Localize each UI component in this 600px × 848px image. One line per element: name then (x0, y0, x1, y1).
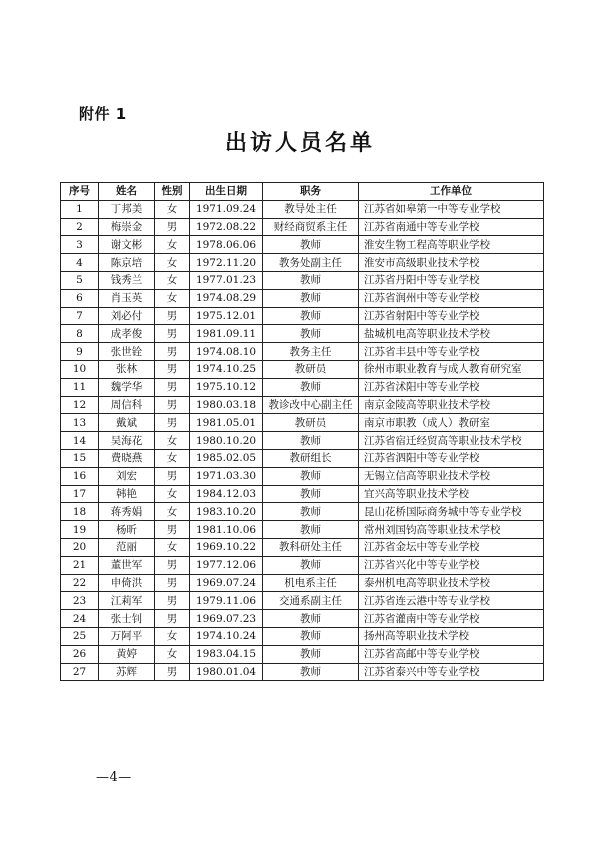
cell-no: 4 (61, 254, 99, 272)
cell-gender: 男 (155, 467, 190, 485)
cell-work-unit: 江苏省泗阳中等专业学校 (359, 449, 544, 467)
table-row (61, 449, 544, 467)
cell-gender: 男 (155, 396, 190, 414)
cell-work-unit: 江苏省高邮中等专业学校 (359, 645, 544, 663)
cell-name: 张世铨 (99, 343, 155, 361)
cell-work-unit: 江苏省宿迁经贸高等职业技术学校 (359, 432, 544, 450)
cell-name: 成孝俊 (99, 325, 155, 343)
cell-position: 教师 (263, 485, 359, 503)
cell-birth-date: 1981.09.11 (190, 325, 263, 343)
column-header-gender: 性别 (155, 183, 190, 201)
cell-position: 教师 (263, 556, 359, 574)
cell-no: 27 (61, 663, 99, 681)
cell-birth-date: 1980.03.18 (190, 396, 263, 414)
cell-work-unit: 扬州高等职业技术学校 (359, 627, 544, 645)
cell-work-unit: 盐城机电高等职业技术学校 (359, 325, 544, 343)
cell-name: 张士钊 (99, 610, 155, 628)
cell-work-unit: 江苏省沭阳中等专业学校 (359, 378, 544, 396)
cell-no: 2 (61, 218, 99, 236)
attachment-label: 附件 1 (79, 105, 127, 123)
cell-position: 教师 (263, 378, 359, 396)
cell-gender: 男 (155, 663, 190, 681)
cell-no: 21 (61, 556, 99, 574)
cell-work-unit: 江苏省泰兴中等专业学校 (359, 663, 544, 681)
table-row (61, 289, 544, 307)
page-title: 出访人员名单 (224, 131, 375, 156)
cell-position: 财经商贸系主任 (263, 218, 359, 236)
cell-work-unit: 淮安市高级职业技术学校 (359, 254, 544, 272)
cell-birth-date: 1969.07.24 (190, 574, 263, 592)
cell-no: 1 (61, 200, 99, 218)
cell-work-unit: 常州刘国钧高等职业技术学校 (359, 521, 544, 539)
cell-gender: 女 (155, 538, 190, 556)
table-row (61, 307, 544, 325)
table-row (61, 271, 544, 289)
cell-position: 教师 (263, 236, 359, 254)
cell-no: 10 (61, 360, 99, 378)
table-row (61, 325, 544, 343)
cell-position: 教师 (263, 467, 359, 485)
cell-name: 梅崇金 (99, 218, 155, 236)
cell-work-unit: 淮安生物工程高等职业学校 (359, 236, 544, 254)
cell-no: 8 (61, 325, 99, 343)
cell-gender: 男 (155, 378, 190, 396)
cell-gender: 女 (155, 432, 190, 450)
cell-name: 肖玉英 (99, 289, 155, 307)
table-row (61, 343, 544, 361)
cell-work-unit: 江苏省丰县中等专业学校 (359, 343, 544, 361)
cell-birth-date: 1975.10.12 (190, 378, 263, 396)
cell-no: 5 (61, 271, 99, 289)
cell-gender: 女 (155, 289, 190, 307)
table-row (61, 200, 544, 218)
cell-work-unit: 江苏省射阳中等专业学校 (359, 307, 544, 325)
table-row (61, 574, 544, 592)
cell-no: 13 (61, 414, 99, 432)
column-header-work-unit: 工作单位 (359, 183, 544, 201)
table-row (61, 218, 544, 236)
cell-birth-date: 1969.10.22 (190, 538, 263, 556)
cell-birth-date: 1971.03.30 (190, 467, 263, 485)
cell-birth-date: 1977.01.23 (190, 271, 263, 289)
cell-name: 杨昕 (99, 521, 155, 539)
cell-birth-date: 1969.07.23 (190, 610, 263, 628)
table-row (61, 592, 544, 610)
cell-birth-date: 1983.10.20 (190, 503, 263, 521)
cell-work-unit: 徐州市职业教育与成人教育研究室 (359, 360, 544, 378)
cell-name: 董世军 (99, 556, 155, 574)
cell-no: 25 (61, 627, 99, 645)
cell-name: 张林 (99, 360, 155, 378)
table-row (61, 627, 544, 645)
cell-gender: 女 (155, 271, 190, 289)
cell-gender: 男 (155, 610, 190, 628)
table-row (61, 485, 544, 503)
cell-position: 教师 (263, 663, 359, 681)
cell-work-unit: 南京金陵高等职业技术学校 (359, 396, 544, 414)
cell-work-unit: 江苏省金坛中等专业学校 (359, 538, 544, 556)
cell-name: 魏学华 (99, 378, 155, 396)
cell-no: 18 (61, 503, 99, 521)
cell-position: 教师 (263, 307, 359, 325)
cell-position: 教师 (263, 610, 359, 628)
column-header-name: 姓名 (99, 183, 155, 201)
cell-birth-date: 1979.11.06 (190, 592, 263, 610)
cell-work-unit: 无锡立信高等职业技术学校 (359, 467, 544, 485)
table-row (61, 254, 544, 272)
table-row (61, 645, 544, 663)
cell-position: 教诊改中心副主任 (263, 396, 359, 414)
page-number: —4— (96, 770, 132, 785)
cell-name: 万阿平 (99, 627, 155, 645)
cell-position: 交通系副主任 (263, 592, 359, 610)
column-header-position: 职务 (263, 183, 359, 201)
cell-gender: 女 (155, 236, 190, 254)
cell-no: 9 (61, 343, 99, 361)
cell-no: 20 (61, 538, 99, 556)
cell-gender: 男 (155, 360, 190, 378)
cell-gender: 男 (155, 574, 190, 592)
cell-name: 钱秀兰 (99, 271, 155, 289)
cell-birth-date: 1974.08.29 (190, 289, 263, 307)
cell-gender: 男 (155, 218, 190, 236)
cell-no: 14 (61, 432, 99, 450)
cell-position: 教师 (263, 645, 359, 663)
cell-birth-date: 1972.08.22 (190, 218, 263, 236)
table-row (61, 414, 544, 432)
cell-no: 16 (61, 467, 99, 485)
cell-work-unit: 江苏省南通中等专业学校 (359, 218, 544, 236)
column-header-no: 序号 (61, 183, 99, 201)
table-row (61, 610, 544, 628)
cell-work-unit: 江苏省丹阳中等专业学校 (359, 271, 544, 289)
table-header-row (61, 183, 544, 201)
cell-gender: 男 (155, 307, 190, 325)
cell-gender: 女 (155, 254, 190, 272)
cell-no: 3 (61, 236, 99, 254)
cell-work-unit: 江苏省兴化中等专业学校 (359, 556, 544, 574)
cell-name: 江莉军 (99, 592, 155, 610)
cell-name: 韩艳 (99, 485, 155, 503)
cell-gender: 女 (155, 485, 190, 503)
cell-name: 吴海花 (99, 432, 155, 450)
cell-name: 刘必付 (99, 307, 155, 325)
cell-position: 教研员 (263, 414, 359, 432)
cell-birth-date: 1984.12.03 (190, 485, 263, 503)
cell-birth-date: 1977.12.06 (190, 556, 263, 574)
table-row (61, 556, 544, 574)
cell-name: 刘宏 (99, 467, 155, 485)
table-row (61, 521, 544, 539)
cell-birth-date: 1972.11.20 (190, 254, 263, 272)
cell-gender: 女 (155, 645, 190, 663)
cell-name: 申倚洪 (99, 574, 155, 592)
cell-name: 费晓燕 (99, 449, 155, 467)
cell-position: 教师 (263, 289, 359, 307)
table-row (61, 432, 544, 450)
cell-position: 教研组长 (263, 449, 359, 467)
cell-birth-date: 1980.01.04 (190, 663, 263, 681)
cell-gender: 男 (155, 556, 190, 574)
cell-birth-date: 1974.10.25 (190, 360, 263, 378)
cell-birth-date: 1975.12.01 (190, 307, 263, 325)
cell-position: 教师 (263, 325, 359, 343)
table-row (61, 538, 544, 556)
cell-no: 17 (61, 485, 99, 503)
cell-position: 教务主任 (263, 343, 359, 361)
cell-gender: 女 (155, 200, 190, 218)
cell-no: 26 (61, 645, 99, 663)
cell-work-unit: 江苏省灌南中等专业学校 (359, 610, 544, 628)
cell-birth-date: 1985.02.05 (190, 449, 263, 467)
cell-gender: 男 (155, 414, 190, 432)
cell-work-unit: 江苏省润州中等专业学校 (359, 289, 544, 307)
cell-no: 6 (61, 289, 99, 307)
cell-no: 12 (61, 396, 99, 414)
cell-position: 教师 (263, 432, 359, 450)
cell-work-unit: 泰州机电高等职业技术学校 (359, 574, 544, 592)
cell-position: 教导处主任 (263, 200, 359, 218)
cell-position: 教师 (263, 503, 359, 521)
cell-name: 谢文彬 (99, 236, 155, 254)
cell-name: 黄婷 (99, 645, 155, 663)
cell-name: 陈京培 (99, 254, 155, 272)
cell-no: 22 (61, 574, 99, 592)
cell-work-unit: 江苏省连云港中等专业学校 (359, 592, 544, 610)
cell-position: 教师 (263, 271, 359, 289)
table-row (61, 360, 544, 378)
cell-work-unit: 宜兴高等职业技术学校 (359, 485, 544, 503)
cell-work-unit: 昆山花桥国际商务城中等专业学校 (359, 503, 544, 521)
cell-gender: 女 (155, 449, 190, 467)
cell-gender: 男 (155, 521, 190, 539)
cell-name: 丁邦美 (99, 200, 155, 218)
cell-position: 教科研处主任 (263, 538, 359, 556)
cell-no: 23 (61, 592, 99, 610)
table-row (61, 396, 544, 414)
cell-position: 教研员 (263, 360, 359, 378)
cell-gender: 女 (155, 503, 190, 521)
cell-position: 教师 (263, 627, 359, 645)
table-row (61, 503, 544, 521)
cell-work-unit: 江苏省如皋第一中等专业学校 (359, 200, 544, 218)
cell-birth-date: 1974.10.24 (190, 627, 263, 645)
cell-position: 教师 (263, 521, 359, 539)
cell-name: 周信科 (99, 396, 155, 414)
cell-work-unit: 南京市职教（成人）教研室 (359, 414, 544, 432)
cell-gender: 女 (155, 627, 190, 645)
table-row (61, 378, 544, 396)
cell-position: 机电系主任 (263, 574, 359, 592)
cell-birth-date: 1981.10.06 (190, 521, 263, 539)
visitor-roster-table (60, 182, 544, 681)
cell-gender: 男 (155, 325, 190, 343)
table-row (61, 663, 544, 681)
cell-gender: 男 (155, 343, 190, 361)
cell-birth-date: 1971.09.24 (190, 200, 263, 218)
table-row (61, 467, 544, 485)
table-body (61, 200, 544, 681)
cell-position: 教务处副主任 (263, 254, 359, 272)
cell-birth-date: 1978.06.06 (190, 236, 263, 254)
cell-gender: 男 (155, 592, 190, 610)
cell-birth-date: 1983.04.15 (190, 645, 263, 663)
cell-no: 11 (61, 378, 99, 396)
cell-name: 苏辉 (99, 663, 155, 681)
cell-birth-date: 1974.08.10 (190, 343, 263, 361)
cell-name: 戴斌 (99, 414, 155, 432)
cell-no: 7 (61, 307, 99, 325)
cell-name: 范丽 (99, 538, 155, 556)
cell-birth-date: 1980.10.20 (190, 432, 263, 450)
cell-birth-date: 1981.05.01 (190, 414, 263, 432)
table-row (61, 236, 544, 254)
cell-name: 蒋秀娟 (99, 503, 155, 521)
cell-no: 24 (61, 610, 99, 628)
column-header-birth-date: 出生日期 (190, 183, 263, 201)
cell-no: 15 (61, 449, 99, 467)
cell-no: 19 (61, 521, 99, 539)
